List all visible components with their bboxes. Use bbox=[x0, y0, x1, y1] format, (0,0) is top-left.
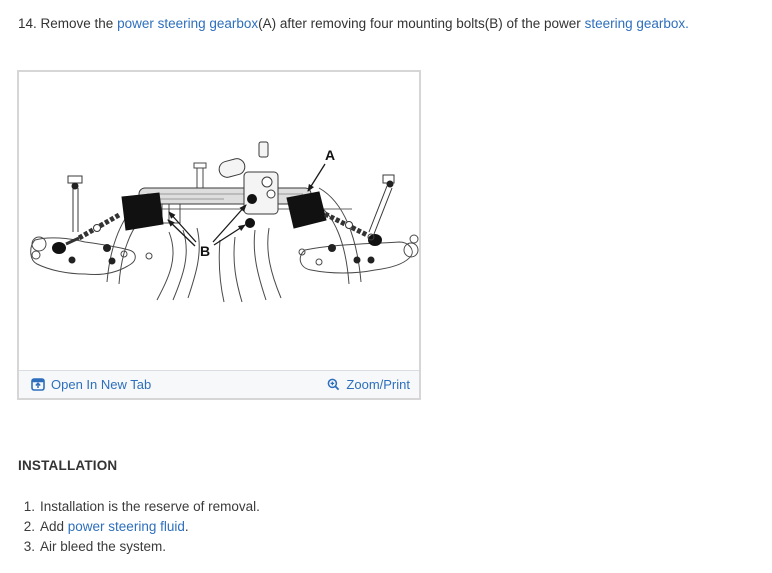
open-in-new-tab-icon bbox=[31, 378, 45, 391]
power-steering-gearbox-link[interactable]: power steering gearbox bbox=[117, 16, 259, 31]
step-14-paragraph bbox=[0, 0, 772, 33]
list-marker: 3. bbox=[23, 539, 35, 554]
step-text: Add bbox=[40, 519, 68, 534]
installation-heading: INSTALLATION bbox=[18, 458, 118, 473]
installation-step-3 bbox=[22, 537, 772, 557]
steering-gearbox-link[interactable]: steering gearbox. bbox=[584, 16, 689, 31]
figure-image-area bbox=[19, 72, 419, 370]
step-14-text-middle: (A) after removing four mounting bolts(B) of the power bbox=[258, 16, 585, 31]
installation-step-2 bbox=[22, 517, 772, 537]
figure-footer-bar bbox=[19, 370, 419, 398]
figure-frame bbox=[17, 70, 421, 400]
steering-gearbox-diagram bbox=[19, 72, 423, 370]
open-in-new-tab-label: Open In New Tab bbox=[51, 377, 152, 392]
open-in-new-tab-link[interactable] bbox=[31, 377, 151, 392]
label-a: A bbox=[324, 147, 336, 163]
zoom-print-label: Zoom/Print bbox=[346, 377, 410, 392]
step-text-post: . bbox=[184, 519, 189, 534]
step-14-text-prefix: 14. Remove the bbox=[18, 16, 118, 31]
installation-step-1 bbox=[22, 497, 772, 517]
installation-list bbox=[22, 497, 772, 557]
list-marker: 1. bbox=[23, 499, 35, 514]
power-steering-fluid-link[interactable]: power steering fluid bbox=[67, 519, 185, 534]
list-marker: 2. bbox=[23, 519, 35, 534]
zoom-in-icon bbox=[327, 378, 340, 391]
zoom-print-link[interactable] bbox=[327, 377, 410, 392]
step-text: Air bleed the system. bbox=[40, 539, 167, 554]
step-text: Installation is the reserve of removal. bbox=[40, 499, 260, 514]
label-b: B bbox=[199, 243, 211, 259]
